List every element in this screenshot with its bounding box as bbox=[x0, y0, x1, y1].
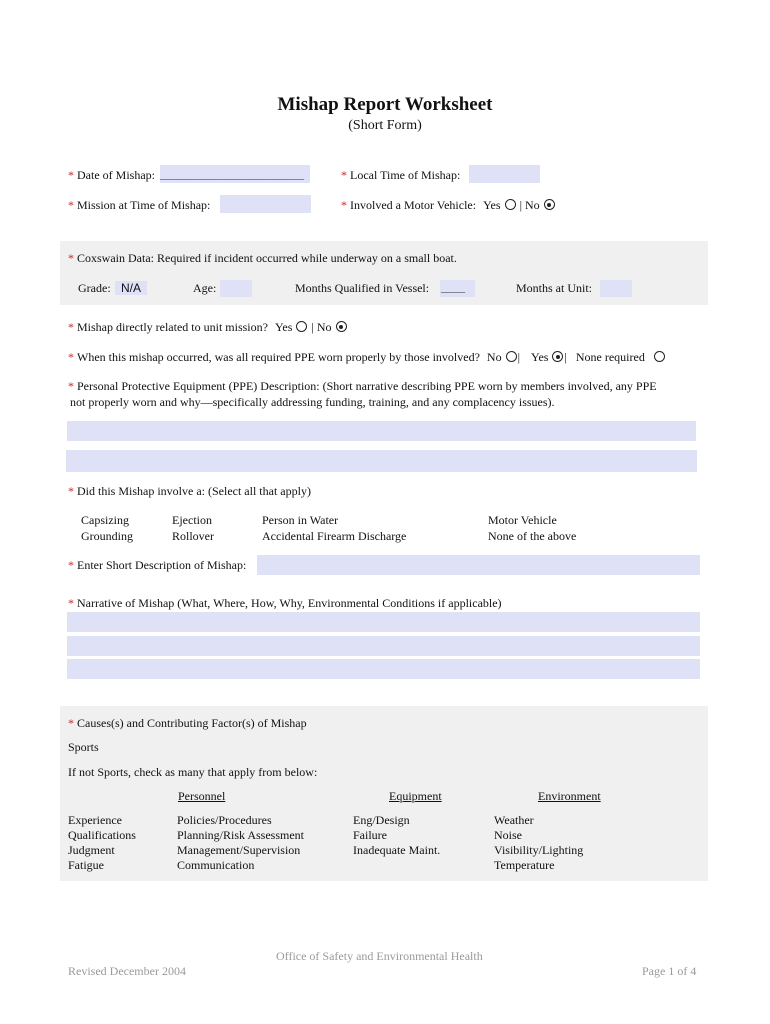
cause-planning[interactable]: Planning/Risk Assessment bbox=[177, 828, 305, 842]
months-unit-label: Months at Unit: bbox=[516, 281, 593, 295]
causes-sports[interactable]: Sports bbox=[68, 740, 99, 754]
months-vessel-value: ____ bbox=[441, 280, 465, 294]
motor-vehicle-yes-radio[interactable] bbox=[505, 199, 516, 210]
causes-instruction: If not Sports, check as many that apply from below: bbox=[68, 765, 318, 779]
required-marker: * bbox=[68, 320, 74, 334]
ppe-description-field-1[interactable] bbox=[67, 421, 696, 441]
causes-heading: * Causes(s) and Contributing Factor(s) of Mishap bbox=[68, 716, 307, 730]
ppe-description-field-2[interactable] bbox=[66, 450, 697, 472]
mission-related-no-radio[interactable] bbox=[336, 321, 347, 332]
motor-vehicle-no-radio[interactable] bbox=[544, 199, 555, 210]
mission-related-yes-radio[interactable] bbox=[296, 321, 307, 332]
narrative-label: * Narrative of Mishap (What, Where, How, Why, Environmental Conditions if applicable) bbox=[68, 596, 502, 610]
short-description-field[interactable] bbox=[257, 555, 700, 575]
involve-person-in-water[interactable]: Person in Water bbox=[262, 513, 339, 527]
required-marker: * bbox=[68, 251, 74, 265]
cause-failure[interactable]: Failure bbox=[353, 828, 387, 842]
narrative-field-3[interactable] bbox=[67, 659, 700, 679]
page-subtitle: (Short Form) bbox=[348, 118, 422, 133]
required-marker: * bbox=[68, 716, 74, 730]
cause-temperature[interactable]: Temperature bbox=[494, 858, 555, 872]
months-vessel-label: Months Qualified in Vessel: bbox=[295, 281, 430, 295]
required-marker: * bbox=[68, 379, 74, 393]
ppe-worn-no-radio[interactable] bbox=[506, 351, 517, 362]
months-unit-field[interactable] bbox=[600, 280, 632, 297]
required-marker: * bbox=[68, 484, 74, 498]
involve-question: * Did this Mishap involve a: (Select all that apply) bbox=[68, 484, 311, 498]
short-description-label: * Enter Short Description of Mishap: bbox=[68, 558, 247, 572]
cause-experience[interactable]: Experience bbox=[68, 813, 122, 827]
cause-eng-design[interactable]: Eng/Design bbox=[353, 813, 410, 827]
involve-motor-vehicle[interactable]: Motor Vehicle bbox=[488, 513, 557, 527]
ppe-worn-yes-radio[interactable] bbox=[552, 351, 563, 362]
mission-label: * Mission at Time of Mishap: bbox=[68, 198, 211, 212]
involve-none-of-above[interactable]: None of the above bbox=[488, 529, 577, 543]
involve-ejection[interactable]: Ejection bbox=[172, 513, 212, 527]
header-environment: Environment bbox=[538, 789, 601, 803]
ppe-description-line1: * Personal Protective Equipment (PPE) Description: (Short narrative describing PPE worn by members involved, any PPE bbox=[68, 379, 657, 393]
age-label: Age: bbox=[193, 281, 217, 295]
cause-communication[interactable]: Communication bbox=[177, 858, 255, 872]
required-marker: * bbox=[68, 558, 74, 572]
required-marker: * bbox=[68, 168, 74, 182]
ppe-description-line2: not properly worn and why—specifically addressing funding, training, and any complacency issues). bbox=[70, 395, 555, 409]
required-marker: * bbox=[341, 198, 347, 212]
cause-fatigue[interactable]: Fatigue bbox=[68, 858, 104, 872]
narrative-field-1[interactable] bbox=[67, 612, 700, 632]
cause-management[interactable]: Management/Supervision bbox=[177, 843, 301, 857]
footer-revised: Revised December 2004 bbox=[68, 964, 186, 978]
cause-noise[interactable]: Noise bbox=[494, 828, 522, 842]
date-of-mishap-value: ________________________ bbox=[160, 167, 304, 181]
ppe-none-required-radio[interactable] bbox=[654, 351, 665, 362]
footer-office: Office of Safety and Environmental Health bbox=[276, 949, 483, 963]
age-field[interactable] bbox=[220, 280, 252, 297]
involve-capsizing[interactable]: Capsizing bbox=[81, 513, 129, 527]
involve-firearm-discharge[interactable]: Accidental Firearm Discharge bbox=[262, 529, 407, 543]
ppe-worn-question: * When this mishap occurred, was all required PPE worn properly by those involved? No | Yes | None required bbox=[68, 350, 666, 365]
grade-field[interactable] bbox=[115, 281, 147, 296]
local-time-field[interactable] bbox=[469, 165, 540, 183]
involve-grounding[interactable]: Grounding bbox=[81, 529, 133, 543]
cause-qualifications[interactable]: Qualifications bbox=[68, 828, 136, 842]
footer-page-number: Page 1 of 4 bbox=[642, 964, 697, 978]
motor-vehicle-question: * Involved a Motor Vehicle: Yes | No bbox=[341, 198, 556, 213]
cause-policies[interactable]: Policies/Procedures bbox=[177, 813, 272, 827]
narrative-field-2[interactable] bbox=[67, 636, 700, 656]
involve-rollover[interactable]: Rollover bbox=[172, 529, 214, 543]
required-marker: * bbox=[341, 168, 347, 182]
cause-judgment[interactable]: Judgment bbox=[68, 843, 115, 857]
cause-inadequate-maint[interactable]: Inadequate Maint. bbox=[353, 843, 441, 857]
required-marker: * bbox=[68, 350, 74, 364]
header-equipment: Equipment bbox=[389, 789, 442, 803]
date-of-mishap-field[interactable] bbox=[160, 165, 310, 183]
page-title: Mishap Report Worksheet bbox=[277, 94, 493, 115]
local-time-label: * Local Time of Mishap: bbox=[341, 168, 461, 182]
grade-label: Grade: bbox=[78, 281, 111, 295]
mission-field[interactable] bbox=[220, 195, 311, 213]
date-of-mishap-label: * Date of Mishap: bbox=[68, 168, 155, 182]
coxswain-heading: * Coxswain Data: Required if incident occurred while underway on a small boat. bbox=[68, 251, 457, 265]
cause-weather[interactable]: Weather bbox=[494, 813, 534, 827]
grade-value: N/A bbox=[115, 281, 147, 295]
mission-related-question: * Mishap directly related to unit mission? Yes | No bbox=[68, 320, 348, 335]
cause-visibility[interactable]: Visibility/Lighting bbox=[494, 843, 584, 857]
header-personnel: Personnel bbox=[178, 789, 226, 803]
required-marker: * bbox=[68, 198, 74, 212]
months-vessel-field[interactable] bbox=[440, 280, 475, 297]
required-marker: * bbox=[68, 596, 74, 610]
